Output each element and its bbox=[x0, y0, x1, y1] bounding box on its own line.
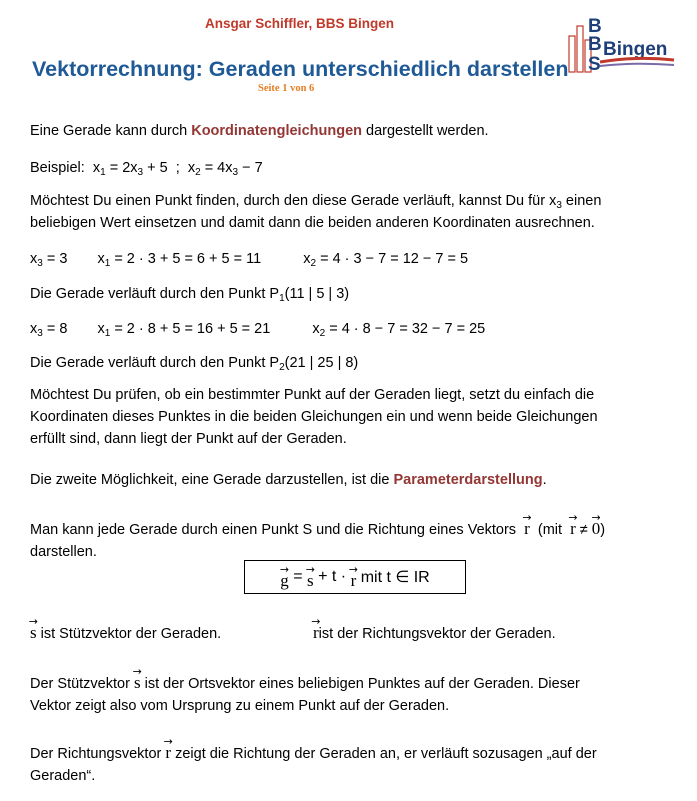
find-point-paragraph: Möchtest Du einen Punkt finden, durch den diese Gerade verläuft, kannst Du für $x_3$ einen beliebigen Wert einsetzen und damit dann die beiden anderen Koordinaten ausrechnen. bbox=[30, 193, 602, 231]
page-title: Vektorrechnung: Geraden unterschiedlich darstellen bbox=[32, 57, 569, 81]
bbs-logo bbox=[566, 14, 676, 76]
direction-paragraph: Man kann jede Gerade durch einen Punkt S und die Richtung eines Vektors → r (mit → r ≠ → 0) darstellen. bbox=[30, 514, 666, 563]
logo-letter-b2: B bbox=[588, 34, 602, 55]
calculation-1: $x_3 = 3$ $x_1 = 2 \cdot 3 + 5 = 6 + 5 = 11$ $x_2 = 4 \cdot 3 - 7 = 12 - 7 = 5$ bbox=[30, 251, 469, 269]
direction-vector-paragraph: Der Richtungsvektor → r zeigt die Richtung der Geraden an, er verläuft sozusagen „auf der Geraden“. bbox=[30, 738, 666, 787]
parameter-intro-paragraph: Die zweite Möglichkeit, eine Gerade darzustellen, ist die Parameterdarstellung. bbox=[30, 472, 547, 488]
vector-r: → r bbox=[165, 738, 171, 761]
logo-letter-b1: B bbox=[588, 16, 602, 37]
vector-s: → s bbox=[134, 668, 141, 691]
highlight-parameterdarstellung: Parameterdarstellung bbox=[393, 472, 543, 488]
vector-r: → r bbox=[351, 566, 357, 589]
check-point-paragraph: Möchtest Du prüfen, ob ein bestimmter Punkt auf der Geraden liegt, setzt du einfach die Koordinaten dieses Punktes in die beiden Gleichungen ein und wenn beide Gleichungen erfüllt sind, dann liegt der Punkt auf der Geraden. bbox=[30, 387, 598, 447]
calculation-2: $x_3 = 8$ $x_1 = 2 \cdot 8 + 5 = 16 + 5 = 21$ $x_2 = 4 \cdot 8 - 7 = 32 - 7 = 25$ bbox=[30, 321, 486, 339]
logo-word: Bingen bbox=[603, 39, 668, 60]
vector-r: → r bbox=[313, 618, 319, 641]
page-info: Seite 1 von 6 bbox=[258, 83, 315, 94]
vector-s: → s bbox=[30, 618, 37, 641]
logo-letter-s: S bbox=[588, 54, 601, 75]
example-line: Beispiel: $x_1 = 2x_3 + 5$ ; $x_2 = 4x_3 - 7$ bbox=[30, 160, 263, 178]
point-2-line: Die Gerade verläuft durch den Punkt $P_2(21$ | 25 | 8) bbox=[30, 355, 359, 373]
direction-vector-definition: → rist der Richtungsvektor der Geraden. bbox=[313, 618, 673, 645]
point-1-line: Die Gerade verläuft durch den Punkt $P_1(11$ | 5 | 3) bbox=[30, 286, 350, 304]
vector-g: → g bbox=[280, 566, 289, 589]
vector-r: → r bbox=[570, 514, 576, 537]
parameter-equation-box: → g = → s + t · → r mit t ∈ IR bbox=[244, 560, 466, 594]
zero-vector: → 0 bbox=[592, 514, 601, 537]
vector-r: → r bbox=[524, 514, 530, 537]
support-vector-paragraph: Der Stützvektor → s ist der Ortsvektor eines beliebigen Punktes auf der Geraden. Dieser Vektor zeigt also vom Ursprung zu einem Punkt auf der Geraden. bbox=[30, 668, 666, 717]
author-line: Ansgar Schiffler, BBS Bingen bbox=[205, 16, 395, 31]
highlight-koordinatengleichungen: Koordinatengleichungen bbox=[191, 123, 362, 139]
vector-s: → s bbox=[307, 566, 314, 589]
intro-paragraph: Eine Gerade kann durch Koordinatengleichungen dargestellt werden. bbox=[30, 123, 489, 139]
support-vector-definition: → s ist Stützvektor der Geraden. bbox=[30, 618, 666, 645]
